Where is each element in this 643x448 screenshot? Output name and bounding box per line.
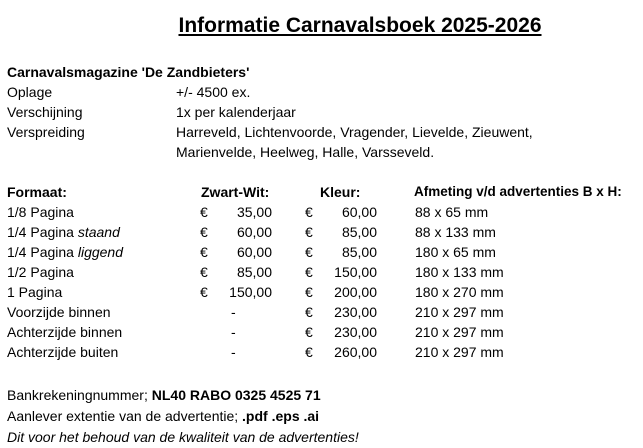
color-price: 260,00 (334, 344, 377, 360)
bank-number: NL40 RABO 0325 4525 71 (151, 387, 321, 403)
color-currency: € (305, 324, 313, 340)
header-size: Afmeting v/d advertenties B x H: (414, 184, 622, 199)
row-name (7, 242, 123, 262)
color-price: 230,00 (334, 304, 377, 320)
bw-price: 60,00 (236, 244, 272, 260)
extension-label: Aanlever extentie van de advertentie; (7, 408, 243, 424)
page-title: Informatie Carnavalsboek 2025-2026 (178, 14, 542, 37)
row-name (7, 302, 111, 322)
bw-price: 150,00 (229, 284, 272, 300)
ad-size: 180 x 133 mm (415, 264, 504, 280)
row-name-orientation: liggend (77, 244, 123, 260)
ad-size: 88 x 133 mm (415, 224, 496, 240)
color-price: 230,00 (334, 324, 377, 340)
quality-note: Dit voor het behoud van de kwaliteit van de advertenties! (7, 429, 359, 445)
info-label-verschijning: Verschijning (7, 104, 83, 120)
row-name-text: Voorzijde binnen (7, 304, 111, 320)
row-name-text: 1/4 Pagina (7, 224, 78, 240)
bw-price: 85,00 (236, 264, 272, 280)
bank-line (7, 385, 321, 405)
ad-size: 88 x 65 mm (415, 204, 489, 220)
info-label-verspreiding: Verspreiding (7, 124, 85, 140)
bw-price: - (231, 304, 236, 320)
row-name (7, 202, 74, 222)
color-currency: € (305, 204, 313, 220)
bw-price: 35,00 (236, 204, 272, 220)
row-name (7, 262, 74, 282)
bw-price: 60,00 (236, 224, 272, 240)
bw-price: - (231, 344, 236, 360)
header-color: Kleur: (320, 184, 361, 200)
row-name-text: 1 Pagina (7, 284, 63, 300)
bw-currency: € (200, 264, 208, 280)
header-bw: Zwart-Wit: (201, 184, 270, 200)
magazine-name: Carnavalsmagazine 'De Zandbieters' (7, 64, 250, 80)
row-name (7, 342, 118, 362)
color-price: 60,00 (341, 204, 377, 220)
extension-line (7, 406, 319, 426)
ad-size: 210 x 297 mm (415, 324, 504, 340)
color-currency: € (305, 244, 313, 260)
bw-currency: € (200, 244, 208, 260)
ad-size: 180 x 65 mm (415, 244, 496, 260)
row-name-text: 1/8 Pagina (7, 204, 74, 220)
row-name (7, 322, 122, 342)
bw-currency: € (200, 284, 208, 300)
color-price: 85,00 (341, 244, 377, 260)
color-price: 150,00 (334, 264, 377, 280)
color-currency: € (305, 224, 313, 240)
row-name-text: 1/2 Pagina (7, 264, 74, 280)
ad-size: 210 x 297 mm (415, 344, 504, 360)
info-label-oplage: Oplage (7, 84, 53, 100)
row-name (7, 222, 120, 242)
color-currency: € (305, 284, 313, 300)
bw-price: - (231, 324, 236, 340)
bank-label: Bankrekeningnummer; (7, 387, 152, 403)
color-currency: € (305, 344, 313, 360)
header-format: Formaat: (7, 184, 67, 200)
bw-currency: € (200, 204, 208, 220)
info-value-verspreiding-2: Marienvelde, Heelweg, Halle, Varsseveld. (176, 144, 435, 160)
color-currency: € (305, 304, 313, 320)
color-price: 85,00 (341, 224, 377, 240)
row-name-orientation: staand (77, 224, 120, 240)
row-name-text: Achterzijde buiten (7, 344, 119, 360)
bw-currency: € (200, 224, 208, 240)
row-name (7, 282, 62, 302)
info-value-verspreiding: Harreveld, Lichtenvoorde, Vragender, Lievelde, Zieuwent, (176, 124, 533, 140)
info-value-verschijning: 1x per kalenderjaar (176, 104, 296, 120)
extension-value: .pdf .eps .ai (242, 408, 320, 424)
ad-size: 180 x 270 mm (415, 284, 504, 300)
color-currency: € (305, 264, 313, 280)
ad-size: 210 x 297 mm (415, 304, 504, 320)
info-value-oplage: +/- 4500 ex. (176, 84, 251, 100)
color-price: 200,00 (334, 284, 377, 300)
row-name-text: 1/4 Pagina (7, 244, 78, 260)
row-name-text: Achterzijde binnen (7, 324, 123, 340)
